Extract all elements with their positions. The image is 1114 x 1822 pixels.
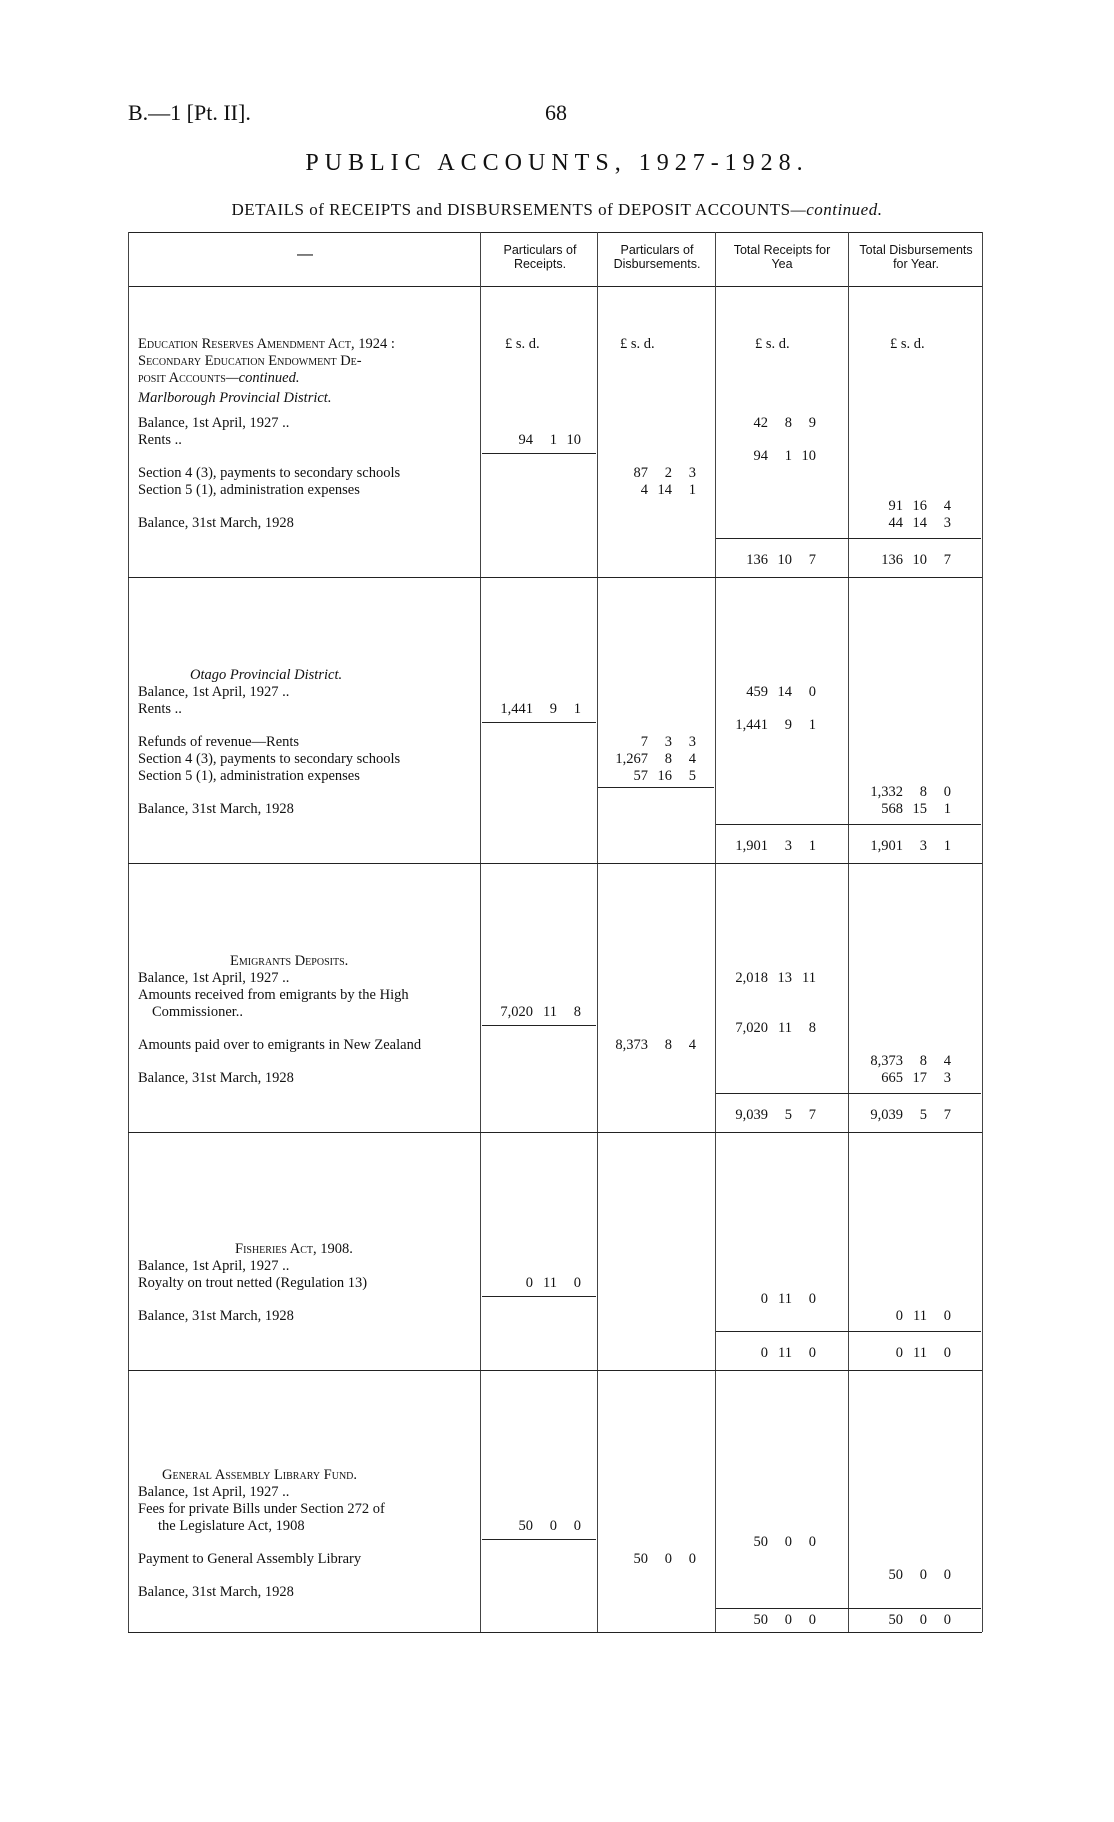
otago-sec5-disbursements: 57 16 5 (633, 768, 696, 784)
page-subtitle (0, 200, 1114, 220)
edu-disbursements-total: 91 16 4 (888, 498, 951, 514)
page-number: 68 (545, 100, 567, 125)
table-left-border (128, 232, 129, 1632)
fish-royalty-label: Royalty on trout netted (Regulation 13) (138, 1275, 368, 1291)
otago-sec4-label: Section 4 (3), payments to secondary schools (138, 751, 401, 767)
units-total-disbursements: £ s. d. (890, 336, 925, 352)
otago-balance-close-total-disbursements: 568 15 1 (881, 801, 951, 817)
fish-total-rule-top (716, 1331, 981, 1332)
header-total-disbursements: Total Disbursements for Year. (859, 243, 973, 271)
edu-rents-label: Rents .. (138, 432, 182, 448)
otago-total-rule-top (716, 824, 981, 825)
gal-total-rule-top (716, 1608, 981, 1609)
otago-rents-receipts: 1,441 9 1 (500, 701, 581, 717)
subtitle-main: DETAILS of RECEIPTS and DISBURSEMENTS of DEPOSIT ACCOUNTS (231, 200, 791, 219)
fish-total-disbursements: 0 11 0 (895, 1345, 951, 1361)
table-right-border (982, 232, 983, 1632)
gal-balance-close-label: Balance, 31st March, 1928 (138, 1584, 294, 1600)
fish-royalty-total-receipts: 0 11 0 (760, 1291, 816, 1307)
edu-heading-line2: Secondary Education Endowment De- (138, 353, 362, 369)
edu-total-rule-top (716, 538, 981, 539)
edu-heading-line3 (138, 370, 299, 387)
fish-receipts-sum-rule (482, 1296, 596, 1297)
edu-receipts-sum-rule (482, 453, 596, 454)
gal-fees-label-line2: the Legislature Act, 1908 (158, 1518, 305, 1534)
table-top-rule (128, 232, 982, 233)
otago-district: Otago Provincial District. (190, 667, 343, 683)
table-bottom-rule (128, 1632, 982, 1633)
units-total-receipts: £ s. d. (755, 336, 790, 352)
gal-total-disbursements: 50 0 0 (888, 1612, 951, 1628)
emig-balance-open-label: Balance, 1st April, 1927 .. (138, 970, 290, 986)
otago-disbursements-total: 1,332 8 0 (870, 784, 951, 800)
col-divider-4 (848, 232, 849, 1632)
emig-total-rule-top (716, 1093, 981, 1094)
document-reference: B.—1 [Pt. II]. (128, 100, 251, 125)
emig-total-receipts: 9,039 5 7 (735, 1107, 816, 1123)
emig-paid-label: Amounts paid over to emigrants in New Zealand (138, 1037, 422, 1053)
emig-total-disbursements: 9,039 5 7 (870, 1107, 951, 1123)
otago-refunds-disbursements: 7 3 3 (640, 734, 696, 750)
fish-balance-open-label: Balance, 1st April, 1927 .. (138, 1258, 290, 1274)
emig-received-total-receipts: 7,020 11 8 (735, 1020, 816, 1036)
otago-total-disbursements: 1,901 3 1 (870, 838, 951, 854)
gal-balance-open-label: Balance, 1st April, 1927 .. (138, 1484, 290, 1500)
emig-receipts-sum-rule (482, 1025, 596, 1026)
col-divider-3 (715, 232, 716, 1632)
otago-total-receipts: 1,901 3 1 (735, 838, 816, 854)
gal-payment-total-disbursements: 50 0 0 (888, 1567, 951, 1583)
emig-balance-close-label: Balance, 31st March, 1928 (138, 1070, 294, 1086)
edu-balance-open-label: Balance, 1st April, 1927 .. (138, 415, 290, 431)
col-divider-2 (597, 232, 598, 1632)
fish-heading: Fisheries Act, 1908. (235, 1241, 353, 1257)
fish-total-receipts: 0 11 0 (760, 1345, 816, 1361)
header-receipts: Particulars of Receipts. (503, 243, 577, 271)
fish-balance-close-label: Balance, 31st March, 1928 (138, 1308, 294, 1324)
units-disbursements: £ s. d. (620, 336, 655, 352)
edu-district: Marlborough Provincial District. (138, 390, 332, 406)
otago-rents-label: Rents .. (138, 701, 182, 717)
emig-amounts-label-line2: Commissioner.. (152, 1004, 244, 1020)
otago-receipts-sum-rule (482, 722, 596, 723)
otago-rents-total-receipts: 1,441 9 1 (735, 717, 816, 733)
emig-amounts-label-line1: Amounts received from emigrants by the High (138, 987, 409, 1003)
header-bottom-rule (128, 286, 982, 287)
otago-sec5-label: Section 5 (1), administration expenses (138, 768, 360, 784)
otago-disb-sum-rule (598, 787, 714, 788)
otago-balance-open-label: Balance, 1st April, 1927 .. (138, 684, 290, 700)
otago-sec4-disbursements: 1,267 8 4 (615, 751, 696, 767)
gal-receipts-sum-rule (482, 1539, 596, 1540)
edu-balance-open-total-receipts: 42 8 9 (753, 415, 816, 431)
edu-balance-close-total-disbursements: 44 14 3 (888, 515, 951, 531)
gal-fees-total-receipts: 50 0 0 (753, 1534, 816, 1550)
gal-payment-label: Payment to General Assembly Library (138, 1551, 362, 1567)
edu-sec4-label: Section 4 (3), payments to secondary schools (138, 465, 401, 481)
subtitle-continued: —continued. (790, 200, 883, 219)
edu-heading-line3a: posit Accounts (138, 370, 226, 386)
emig-disbursements-total: 8,373 8 4 (870, 1053, 951, 1069)
otago-balance-close-label: Balance, 31st March, 1928 (138, 801, 294, 817)
page-title: PUBLIC ACCOUNTS, 1927-1928. (305, 150, 809, 176)
gal-total-receipts: 50 0 0 (753, 1612, 816, 1628)
emig-heading: Emigrants Deposits. (230, 953, 349, 969)
emig-section-end-rule (128, 1132, 982, 1133)
edu-section-end-rule (128, 577, 982, 578)
units-receipts: £ s. d. (505, 336, 540, 352)
gal-fees-label-line1: Fees for private Bills under Section 272 of (138, 1501, 385, 1517)
header-blank: — (297, 246, 313, 263)
header-total-receipts: Total Receipts for Yea (733, 243, 831, 271)
edu-sec5-label: Section 5 (1), administration expenses (138, 482, 360, 498)
header-disbursements: Particulars of Disbursements. (613, 243, 701, 271)
edu-sec5-disbursements: 4 14 1 (640, 482, 696, 498)
emig-balance-open-total-receipts: 2,018 13 11 (735, 970, 816, 986)
edu-balance-close-label: Balance, 31st March, 1928 (138, 515, 294, 531)
edu-heading-line3b: —continued. (225, 370, 300, 386)
otago-refunds-label: Refunds of revenue—Rents (138, 734, 300, 750)
edu-sec4-disbursements: 87 2 3 (633, 465, 696, 481)
gal-payment-disbursements: 50 0 0 (633, 1551, 696, 1567)
fish-balance-close-total-disbursements: 0 11 0 (895, 1308, 951, 1324)
edu-total-receipts: 136 10 7 (746, 552, 816, 568)
otago-section-end-rule (128, 863, 982, 864)
edu-rents-receipts: 94 1 10 (518, 432, 581, 448)
fish-royalty-receipts: 0 11 0 (525, 1275, 581, 1291)
emig-received-receipts: 7,020 11 8 (500, 1004, 581, 1020)
gal-fees-receipts: 50 0 0 (518, 1518, 581, 1534)
fish-section-end-rule (128, 1370, 982, 1371)
col-divider-1 (480, 232, 481, 1632)
edu-heading-line1: Education Reserves Amendment Act, 1924 : (138, 336, 395, 352)
edu-total-disbursements: 136 10 7 (881, 552, 951, 568)
emig-balance-close-total-disbursements: 665 17 3 (881, 1070, 951, 1086)
edu-rents-total-receipts: 94 1 10 (753, 448, 816, 464)
gal-heading: General Assembly Library Fund. (162, 1467, 358, 1483)
emig-paid-disbursements: 8,373 8 4 (615, 1037, 696, 1053)
otago-balance-open-total-receipts: 459 14 0 (746, 684, 816, 700)
